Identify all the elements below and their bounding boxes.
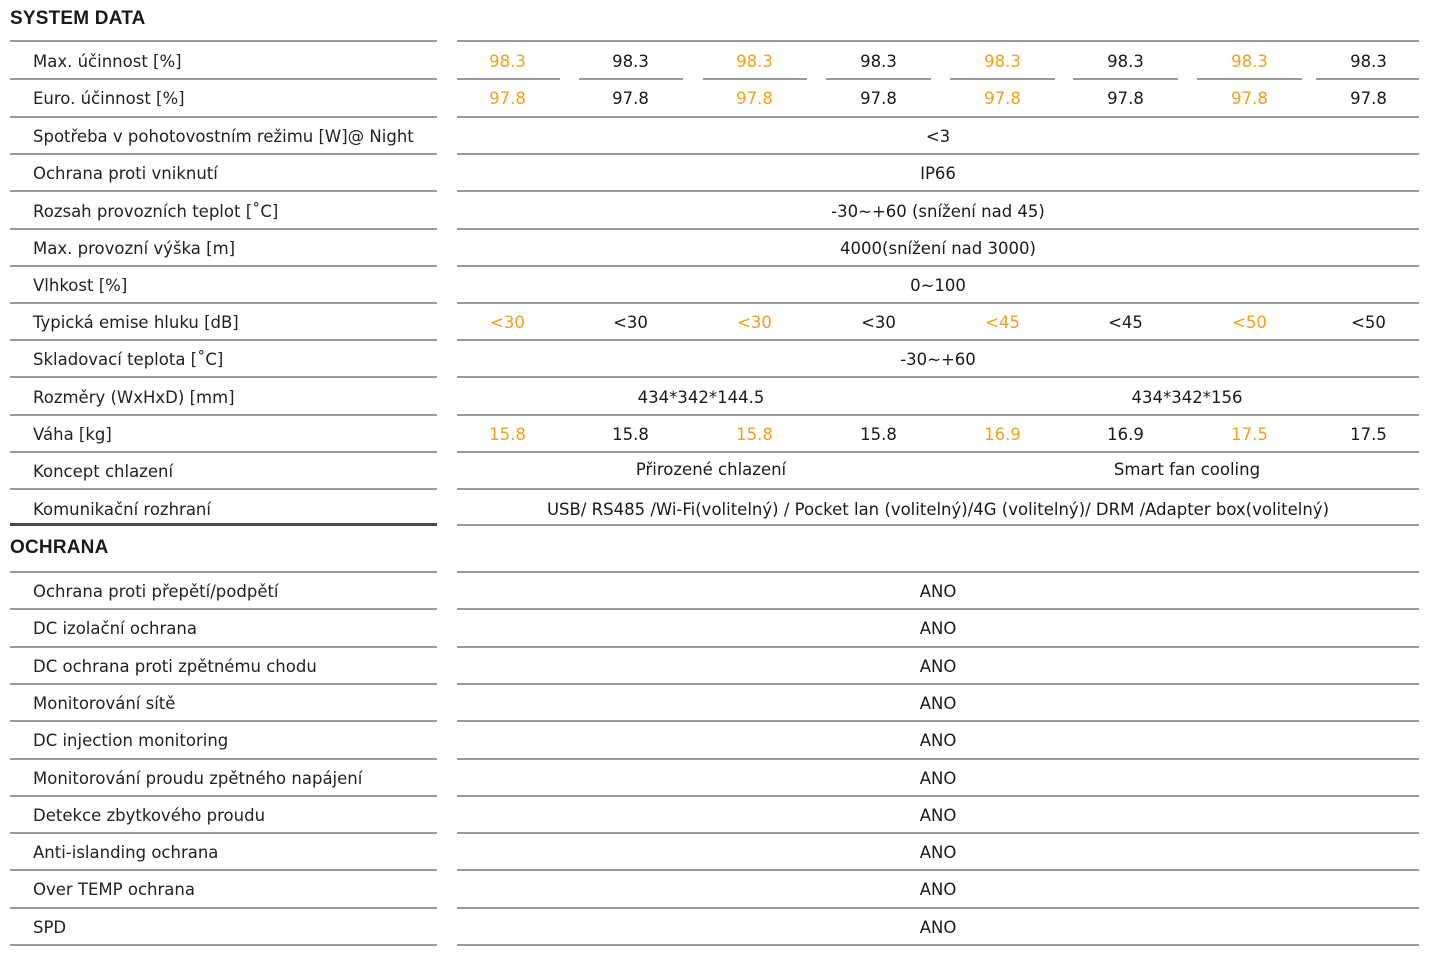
- value-cell: 98.3: [1350, 52, 1387, 71]
- row-euro-efficiency: [0, 80, 1430, 117]
- row-label: DC izolační ochrana: [33, 619, 197, 638]
- row-label: Spotřeba v pohotovostním režimu [W]@ Night: [33, 127, 414, 146]
- row-label: Euro. účinnost [%]: [33, 89, 185, 108]
- row-humidity: [0, 267, 1430, 304]
- row-divider: [10, 40, 437, 42]
- row-label: Váha [kg]: [33, 425, 112, 444]
- value-cell: 98.3: [489, 52, 526, 71]
- value-cell: 97.8: [984, 89, 1021, 108]
- value-cell: ANO: [919, 769, 957, 788]
- row-divider: [457, 488, 1419, 490]
- row-divider: [457, 524, 1419, 526]
- protection-row: [0, 573, 1430, 610]
- value-cell: 17.5: [1350, 425, 1387, 444]
- row-standby-consumption: [0, 118, 1430, 155]
- value-cell: 97.8: [489, 89, 526, 108]
- value-cell: <45: [985, 313, 1020, 332]
- row-divider: [457, 40, 1419, 42]
- value-cell: 98.3: [1231, 52, 1268, 71]
- value-cell: <30: [861, 313, 896, 332]
- value-cell: 15.8: [489, 425, 526, 444]
- value-cell: ANO: [919, 806, 957, 825]
- value-cell: 97.8: [612, 89, 649, 108]
- value-cell: 17.5: [1231, 425, 1268, 444]
- value-cell: ANO: [919, 582, 957, 601]
- row-label: Koncept chlazení: [33, 462, 174, 481]
- row-divider: [457, 190, 1419, 192]
- value-cell: 97.8: [1107, 89, 1144, 108]
- value-cell: 97.8: [1231, 89, 1268, 108]
- row-label: Detekce zbytkového proudu: [33, 806, 266, 825]
- value-cell: <30: [737, 313, 772, 332]
- row-label: Vlhkost [%]: [33, 276, 128, 295]
- section-title-protection: OCHRANA: [10, 537, 109, 558]
- row-label: Monitorování proudu zpětného napájení: [33, 769, 363, 788]
- value-cell: <3: [925, 127, 951, 146]
- row-label: Monitorování sítě: [33, 694, 176, 713]
- value-cell: USB/ RS485 /Wi-Fi(volitelný) / Pocket lan (volitelný)/4G (volitelný)/ DRM /Adapter box(volitelný): [546, 500, 1330, 519]
- value-cell: 16.9: [1107, 425, 1144, 444]
- row-divider: [457, 376, 1419, 378]
- protection-row: [0, 648, 1430, 685]
- row-divider: [10, 488, 437, 490]
- row-label: Ochrana proti vniknutí: [33, 164, 218, 183]
- value-cell: 97.8: [1350, 89, 1387, 108]
- value-cell: <50: [1232, 313, 1267, 332]
- protection-row: [0, 722, 1430, 759]
- value-cell: Přirozené chlazení: [635, 460, 787, 479]
- value-cell: ANO: [919, 731, 957, 750]
- value-cell: ANO: [919, 694, 957, 713]
- row-label: Anti-islanding ochrana: [33, 843, 219, 862]
- section-divider: [10, 523, 437, 526]
- protection-row: [0, 909, 1430, 946]
- protection-row: [0, 610, 1430, 647]
- row-storage-temp: [0, 341, 1430, 378]
- row-label: Typická emise hluku [dB]: [33, 313, 239, 332]
- row-label: Rozsah provozních teplot [˚C]: [33, 202, 279, 221]
- row-divider: [10, 944, 437, 946]
- row-weight: [0, 416, 1430, 453]
- value-cell: -30~+60: [900, 350, 976, 369]
- value-cell: 15.8: [736, 425, 773, 444]
- row-label: SPD: [33, 918, 67, 937]
- protection-row: [0, 760, 1430, 797]
- value-cell: ANO: [919, 880, 957, 899]
- value-cell: 0~100: [910, 276, 966, 295]
- value-cell: <30: [613, 313, 648, 332]
- row-label: Max. účinnost [%]: [33, 52, 182, 71]
- value-cell: <50: [1351, 313, 1386, 332]
- row-divider: [10, 190, 437, 192]
- value-cell: 434*342*156: [1131, 388, 1243, 407]
- protection-row: [0, 834, 1430, 871]
- value-cell: <45: [1108, 313, 1143, 332]
- row-label: Max. provozní výška [m]: [33, 239, 236, 258]
- row-noise-emission: [0, 304, 1430, 341]
- value-cell: 15.8: [612, 425, 649, 444]
- row-label: Ochrana proti přepětí/podpětí: [33, 582, 279, 601]
- value-cell: ANO: [919, 619, 957, 638]
- value-cell: 98.3: [736, 52, 773, 71]
- value-cell: 98.3: [1107, 52, 1144, 71]
- value-cell: Smart fan cooling: [1113, 460, 1261, 479]
- section-title-system-data: SYSTEM DATA: [10, 8, 146, 29]
- value-cell: 98.3: [860, 52, 897, 71]
- value-cell: ANO: [919, 843, 957, 862]
- row-dimensions: [0, 379, 1430, 416]
- row-ingress-protection: [0, 155, 1430, 192]
- row-label: DC injection monitoring: [33, 731, 229, 750]
- protection-row: [0, 871, 1430, 908]
- value-cell: 98.3: [612, 52, 649, 71]
- value-cell: <30: [490, 313, 525, 332]
- value-cell: 434*342*144.5: [637, 388, 765, 407]
- value-cell: ANO: [919, 918, 957, 937]
- protection-row: [0, 797, 1430, 834]
- row-divider: [10, 376, 437, 378]
- row-operating-temp: [0, 193, 1430, 230]
- protection-row: [0, 685, 1430, 722]
- row-label: Rozměry (WxHxD) [mm]: [33, 388, 235, 407]
- value-cell: IP66: [920, 164, 956, 183]
- row-max-efficiency: [0, 43, 1430, 80]
- value-cell: 97.8: [860, 89, 897, 108]
- value-cell: 16.9: [984, 425, 1021, 444]
- row-label: Skladovací teplota [˚C]: [33, 350, 224, 369]
- value-cell: 4000(snížení nad 3000): [840, 239, 1036, 258]
- row-divider: [457, 944, 1419, 946]
- row-altitude: [0, 230, 1430, 267]
- row-label: Over TEMP ochrana: [33, 880, 195, 899]
- value-cell: 15.8: [860, 425, 897, 444]
- value-cell: -30~+60 (snížení nad 45): [831, 202, 1045, 221]
- value-cell: 98.3: [984, 52, 1021, 71]
- value-cell: 97.8: [736, 89, 773, 108]
- row-label: Komunikační rozhraní: [33, 500, 211, 519]
- value-cell: ANO: [919, 657, 957, 676]
- row-cooling: [0, 451, 1430, 488]
- row-label: DC ochrana proti zpětnému chodu: [33, 657, 317, 676]
